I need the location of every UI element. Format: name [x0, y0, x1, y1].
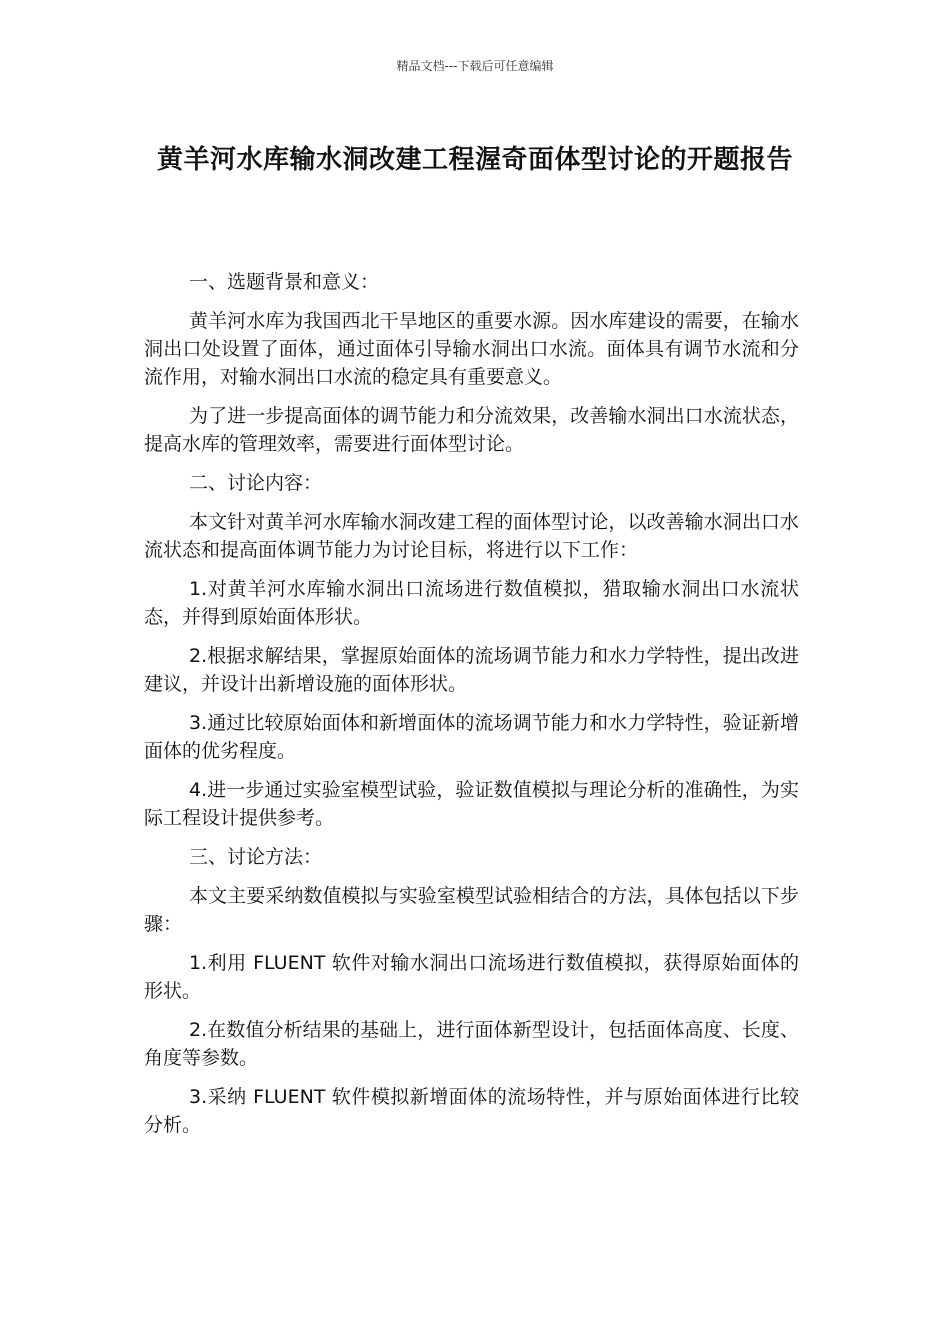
paragraph: 本文主要采纳数值模拟与实验室模型试验相结合的方法，具体包括以下步骤： [144, 885, 799, 935]
list-item: 2.在数值分析结果的基础上，进行面体新型设计，包括面体高度、长度、角度等参数。 [144, 1019, 799, 1069]
paragraph: 本文针对黄羊河水库输水洞改建工程的面体型讨论，以改善输水洞出口水流状态和提高面体调节能力为讨论目标，将进行以下工作： [144, 511, 799, 561]
list-item: 3.通过比较原始面体和新增面体的流场调节能力和水力学特性，验证新增面体的优劣程度。 [144, 712, 799, 762]
list-item: 3.采纳 FLUENT 软件模拟新增面体的流场特性，并与原始面体进行比较分析。 [144, 1086, 799, 1136]
list-item: 2.根据求解结果，掌握原始面体的流场调节能力和水力学特性，提出改进建议，并设计出新增设施的面体形状。 [144, 645, 799, 695]
paragraph: 为了进一步提高面体的调节能力和分流效果，改善输水洞出口水流状态，提高水库的管理效率，需要进行面体型讨论。 [144, 405, 799, 455]
document-title: 黄羊河水库输水洞改建工程渥奇面体型讨论的开题报告 [156, 145, 793, 175]
list-item: 1.对黄羊河水库输水洞出口流场进行数值模拟，猎取输水洞出口水流状态，并得到原始面体形状。 [144, 578, 799, 628]
list-item: 4.进一步通过实验室模型试验，验证数值模拟与理论分析的准确性，为实际工程设计提供参考。 [144, 779, 799, 829]
section-heading-method: 三、讨论方法： [189, 846, 323, 868]
section-heading-background: 一、选题背景和意义： [189, 271, 380, 293]
section-heading-content: 二、讨论内容： [189, 472, 323, 494]
document-body [144, 268, 799, 1150]
paragraph: 黄羊河水库为我国西北干旱地区的重要水源。因水库建设的需要，在输水洞出口处设置了面体，通过面体引导输水洞出口水流。面体具有调节水流和分流作用，对输水洞出口水流的稳定具有重要意义。 [144, 310, 799, 388]
list-item: 1.利用 FLUENT 软件对输水洞出口流场进行数值模拟，获得原始面体的形状。 [144, 952, 799, 1002]
page-header: 精品文档---下载后可任意编辑 [396, 59, 554, 73]
